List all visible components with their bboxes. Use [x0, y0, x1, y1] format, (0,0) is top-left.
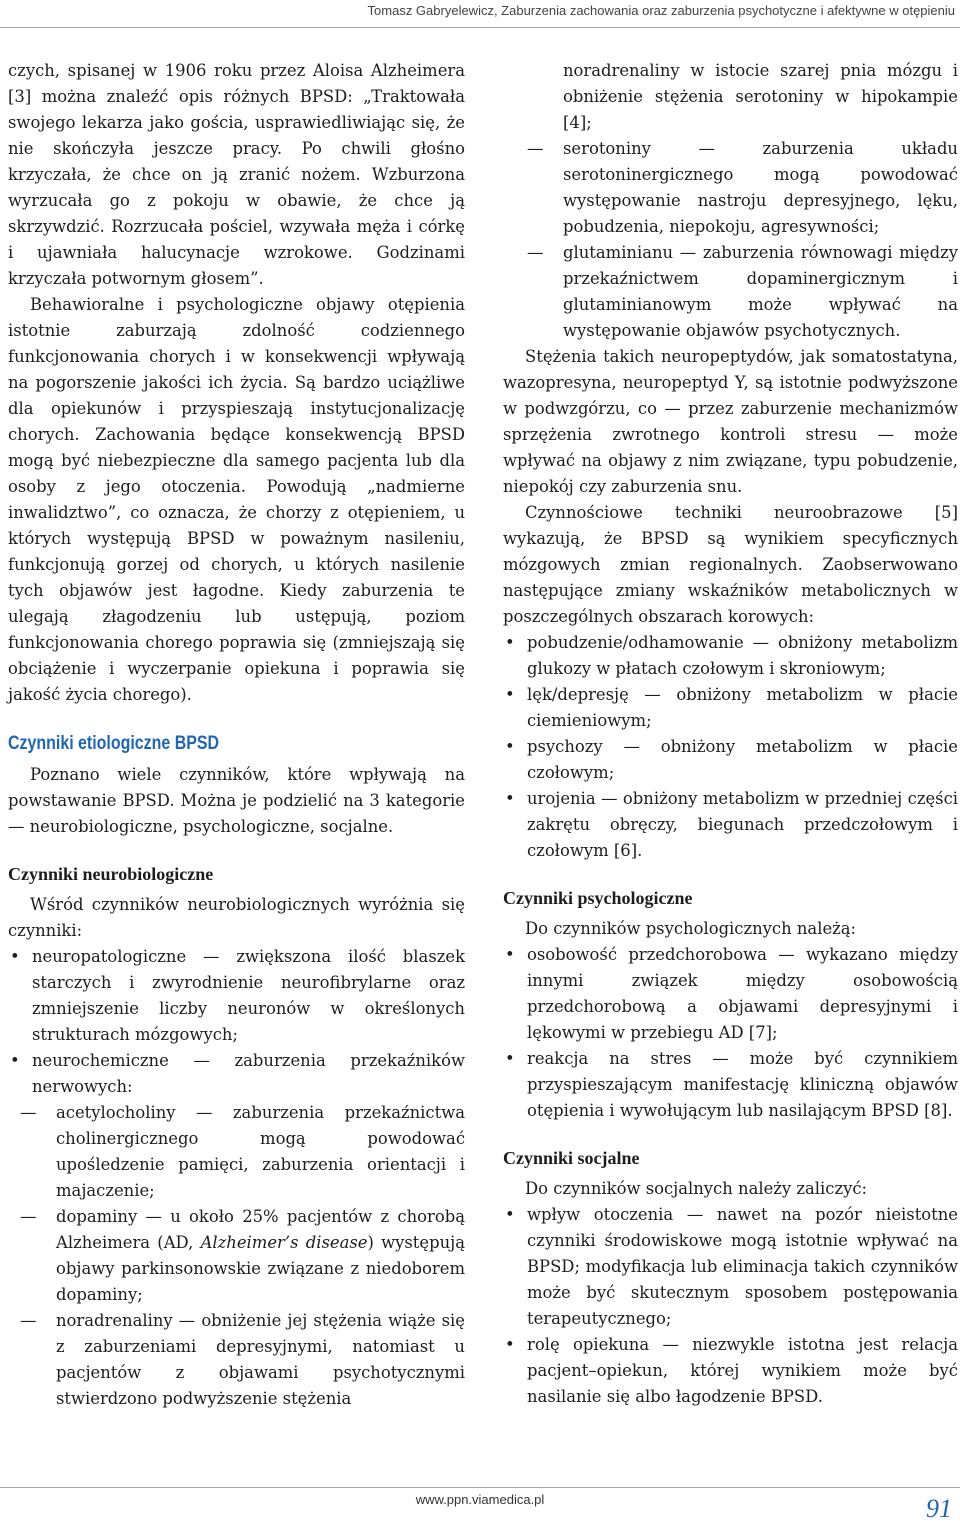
dash-item-text: serotoniny — zaburzenia układu serotoninergicznego mogą powodować występowanie nastroju depresyjnego, lęku, pobudzenia, niepokoju, agresywności;	[563, 139, 958, 236]
neuroimaging-paragraph: Czynnościowe techniki neuroobrazowe [5] wykazują, że BPSD są wynikiem specyficznych mózgowych zmian regionalnych. Zaobserwowano następujące zmiany wskaźników metabolicznych w poszczególnych obszarach korowych:	[503, 503, 958, 626]
neurobiological-list	[8, 944, 465, 1412]
list-item	[503, 942, 958, 1046]
dash-item-text-b: ) występują objawy parkinsonowskie związane z niedoborem dopaminy;	[56, 1233, 465, 1304]
list-item-neurochemical	[8, 1048, 465, 1412]
list-item-text: osobowość przedchorobowa — wykazano między innymi związek między osobowością przedchorobową a objawami depresyjnymi i lękowymi w przebiegu AD [7];	[527, 945, 958, 1042]
neurobiological-intro: Wśród czynników neurobiologicznych wyróżnia się czynniki:	[8, 895, 465, 940]
impact-paragraph: Behawioralne i psychologiczne objawy otępienia istotnie zaburzają zdolność codziennego funkcjonowania chorych i w konsekwencji wpływają na pogorszenie jakości ich życia. Są bardzo uciążliwe dla opiekunów i przyspieszają instytucjonalizację chorych. Zachowania będące konsekwencją BPSD mogą być niebezpieczne dla samego pacjenta lub dla osoby z jego otoczenia. Powodują „nadmierne inwalidztwo”, co oznacza, że chorzy z otępieniem, u których występują BPSD w poważnym nasileniu, funkcjonują gorzej od chorych, u których nasilenie tych objawów jest łagodne. Kiedy zaburzenia te ulegają złagodzeniu lub ustępują, poziom funkcjonowania chorego poprawia się (zmniejszają się obciążenie i wyczerpanie opiekuna i poprawia się jakość życia chorego).	[8, 295, 465, 704]
list-item-text: rolę opiekuna — niezwykle istotna jest relacja pacjent–opiekun, której wynikiem może być nasilanie się albo łagodzenie BPSD.	[527, 1335, 958, 1406]
footer-divider	[0, 1487, 960, 1488]
list-item-text: lęk/depresję — obniżony metabolizm w płacie ciemieniowym;	[527, 685, 958, 730]
list-item-text: reakcja na stres — może być czynnikiem przyspieszającym manifestację kliniczną objawów otępienia i wywołującym lub nasilającym BPSD [8].	[527, 1049, 958, 1120]
social-list	[503, 1202, 958, 1410]
social-intro: Do czynników socjalnych należy zaliczyć:	[525, 1179, 868, 1198]
section-heading-etiology: Czynniki etiologiczne BPSD	[8, 733, 220, 754]
list-item-text: neurochemiczne — zaburzenia przekaźników nerwowych:	[32, 1051, 465, 1096]
subheading-social: Czynniki socjalne	[503, 1148, 640, 1168]
dash-item-dopamine	[20, 1204, 465, 1308]
historical-quote-paragraph: czych, spisanej w 1906 roku przez Aloisa Alzheimera [3] można znaleźć opis różnych BPSD: „Traktowała swojego lekarza jako gościa, usprawiedliwiając się, że nie skończyła jeszcze pracy. Po chwili głośno krzyczała, że chce on ją zranić nożem. Wzburzona wyrzucała go z pokoju w obawie, że chce ją skrzywdzić. Rozrzucała pościel, wzywała męża i córkę i ujawniała halucynacje wzrokowe. Godzinami krzyczała potwornym głosem”.	[8, 61, 465, 288]
list-item-text: wpływ otoczenia — nawet na pozór nieistotne czynniki środowiskowe mogą istotnie wpływać na BPSD; modyfikacja lub eliminacja takich czynników może być skutecznym sposobem postępowania terapeutycznego;	[527, 1205, 958, 1328]
page-number: 91	[926, 1494, 952, 1523]
neurotransmitter-list	[32, 1100, 465, 1412]
footer-url[interactable]: www.ppn.viamedica.pl	[415, 1492, 545, 1507]
list-item	[503, 1332, 958, 1410]
dash-item-text: noradrenaliny — obniżenie jej stężenia wiąże się z zaburzeniami depresyjnymi, natomiast u pacjentów z objawami psychotycznymi stwierdzono podwyższenie stężenia	[56, 1311, 465, 1408]
right-column	[503, 58, 958, 1410]
dash-item-text: acetylocholiny — zaburzenia przekaźnictwa cholinergicznego mogą powodować upośledzenie pamięci, zaburzenia orientacji i majaczenie;	[56, 1103, 465, 1200]
list-item	[503, 1046, 958, 1124]
neurotransmitter-list-continued	[527, 136, 958, 344]
list-item-text: pobudzenie/odhamowanie — obniżony metabolizm glukozy w płatach czołowym i skroniowym;	[527, 633, 958, 678]
list-item	[503, 786, 958, 864]
running-header: Tomasz Gabryelewicz, Zaburzenia zachowania oraz zaburzenia psychotyczne i afektywne w otępieniu	[0, 0, 960, 28]
psychological-list	[503, 942, 958, 1124]
list-item	[503, 734, 958, 786]
list-item	[503, 1202, 958, 1332]
dash-item-serotonin	[527, 136, 958, 240]
list-item	[503, 630, 958, 682]
list-item-text: psychozy — obniżony metabolizm w płacie czołowym;	[527, 737, 958, 782]
left-column	[8, 58, 465, 1412]
dash-item-noradrenaline	[20, 1308, 465, 1412]
dash-item-acetylcholine	[20, 1100, 465, 1204]
dash-item-text: glutaminianu — zaburzenia równowagi między przekaźnictwem dopaminergicznym i glutaminianowym może wpływać na występowanie objawów psychotycznych.	[563, 243, 958, 340]
dash-item-text-a: dopaminy — u około 25% pacjentów z chorobą Alzheimera (AD,	[56, 1207, 465, 1252]
etiology-intro: Poznano wiele czynników, które wpływają na powstawanie BPSD. Można je podzielić na 3 kategorie — neurobiologiczne, psychologiczne, socjalne.	[8, 765, 465, 836]
subheading-psychological: Czynniki psychologiczne	[503, 888, 693, 908]
list-item-text: neuropatologiczne — zwiększona ilość blaszek starczych i zwyrodnienie neurofibrylarne oraz zmniejszenie liczby neuronów w określonych strukturach mózgowych;	[32, 947, 465, 1044]
dash-item-italic-term: Alzheimer’s disease	[200, 1233, 368, 1252]
psychological-intro: Do czynników psychologicznych należą:	[525, 919, 857, 938]
dash-item-glutamate	[527, 240, 958, 344]
noradrenaline-continuation: noradrenaliny w istocie szarej pnia mózgu i obniżenie stężenia serotoniny w hipokampie [4];	[563, 61, 958, 132]
subheading-neurobiological: Czynniki neurobiologiczne	[8, 864, 214, 884]
list-item	[503, 682, 958, 734]
list-item-neuropathological	[8, 944, 465, 1048]
neuropeptides-paragraph: Stężenia takich neuropeptydów, jak somatostatyna, wazopresyna, neuropeptyd Y, są istotnie podwyższone w podwzgórzu, co — przez zaburzenie mechanizmów sprzężenia zwrotnego kontroli stresu — może wpływać na objawy z nim związane, typu pobudzenie, niepokój czy zaburzenia snu.	[503, 347, 958, 496]
list-item-text: urojenia — obniżony metabolizm w przedniej części zakrętu obręczy, biegunach przedczołowym i czołowym [6].	[527, 789, 958, 860]
metabolic-changes-list	[503, 630, 958, 864]
